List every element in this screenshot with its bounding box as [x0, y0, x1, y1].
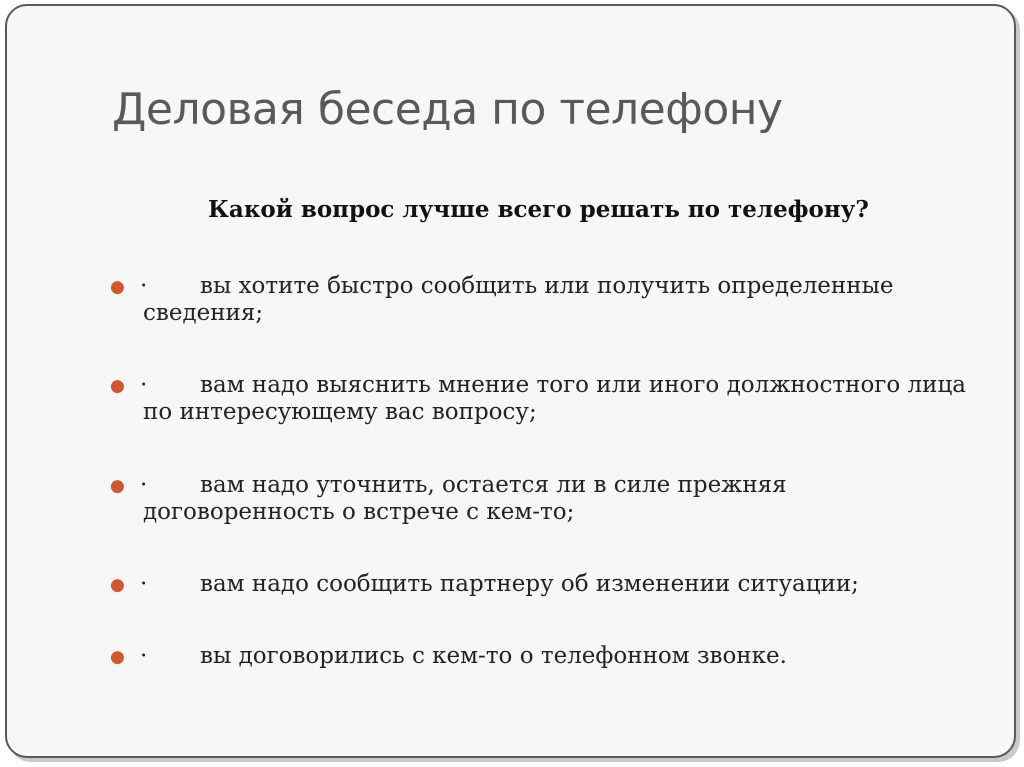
list-item-text: вы хотите быстро сообщить или получить определенные сведения;: [143, 273, 894, 326]
bullet-icon: ●: [110, 647, 125, 667]
list-item-marker: ·: [140, 472, 148, 498]
bullet-icon: ●: [110, 575, 125, 595]
slide-subheading: Какой вопрос лучше всего решать по телефону?: [208, 196, 869, 223]
list-item-text: вам надо выяснить мнение того или иного должностного лица по интересующему вас вопросу;: [143, 372, 966, 425]
list-item-marker: ·: [140, 571, 148, 597]
bullet-icon: ●: [110, 376, 125, 396]
list-item: [110, 643, 970, 670]
list-item-text: вам надо уточнить, остается ли в силе прежняя договоренность о встрече с кем-то;: [143, 472, 787, 525]
list-item-text: вы договорились с кем-то о телефонном звонке.: [200, 643, 787, 669]
slide-title: Деловая беседа по телефону: [112, 84, 783, 135]
list-item-marker: ·: [140, 372, 148, 398]
list-item-text: вам надо сообщить партнеру об изменении ситуации;: [200, 571, 859, 597]
list-item: [110, 273, 970, 327]
bullet-icon: ●: [110, 476, 125, 496]
list-item-marker: ·: [140, 273, 148, 299]
list-item: [110, 472, 970, 526]
bullet-icon: ●: [110, 277, 125, 297]
list-item: [110, 571, 970, 598]
list-item: [110, 372, 970, 426]
list-item-marker: ·: [140, 643, 148, 669]
